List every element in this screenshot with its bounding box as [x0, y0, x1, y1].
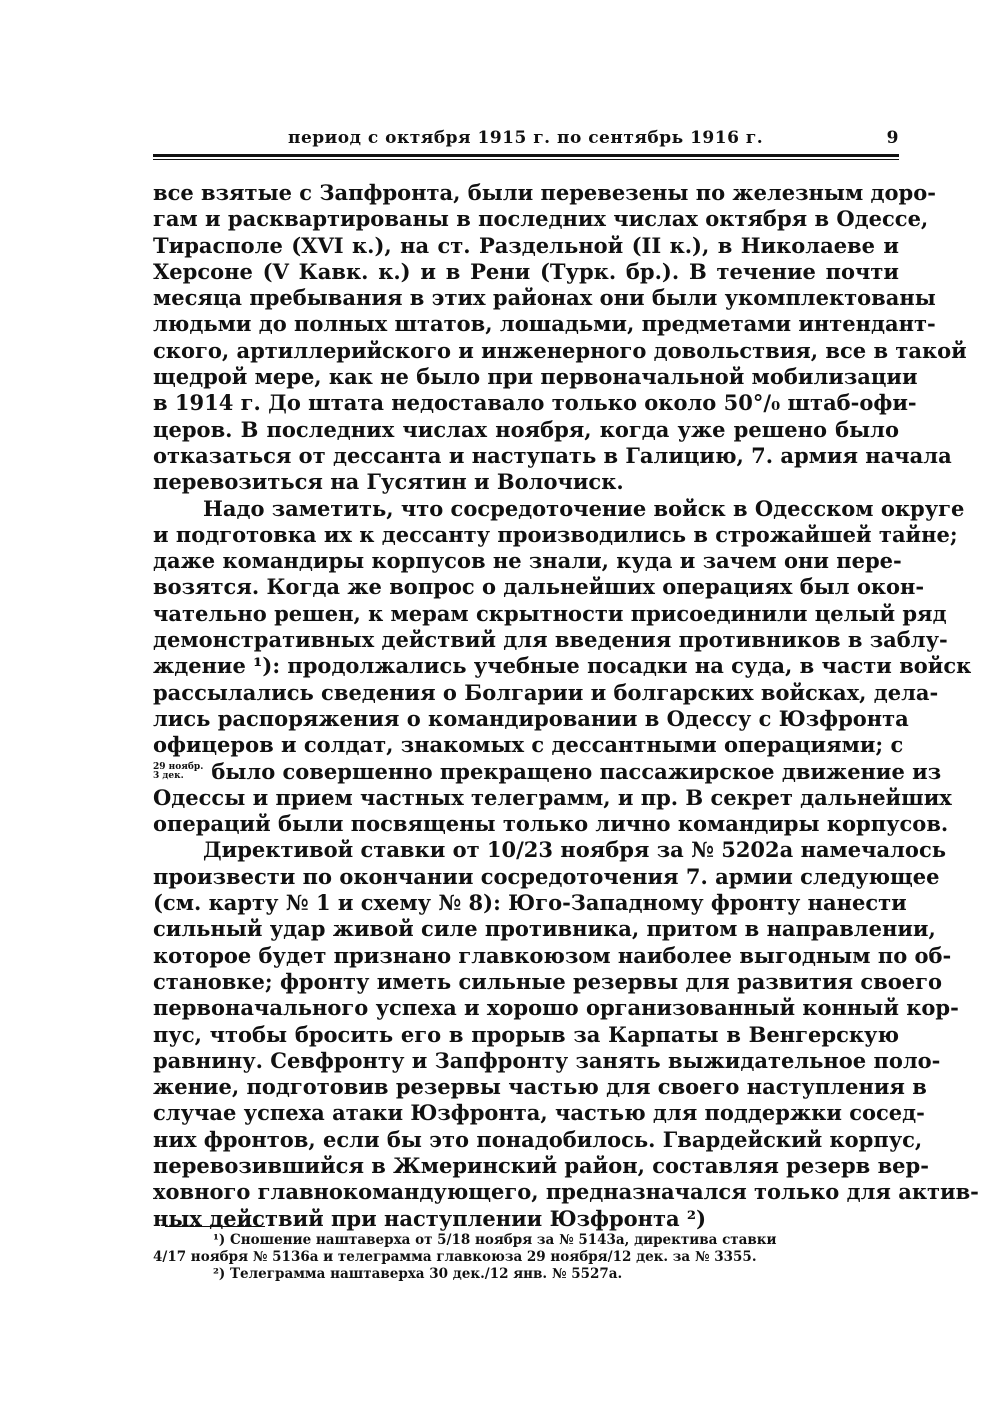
text-line: сильный удар живой силе противника, притом в направлении,	[153, 916, 936, 942]
text-line: Одессы и прием частных телеграмм, и пр. В секрет дальнейших	[153, 784, 952, 810]
text-line: Надо заметить, что сосредоточение войск в Одесском округе	[203, 495, 965, 521]
running-header	[153, 128, 899, 150]
margin-date-note	[153, 763, 203, 781]
text-line: в 1914 г. До штата недоставало только около 50°/₀ штаб-офи-	[153, 390, 917, 416]
text-line: даже командиры корпусов не знали, куда и зачем они пере-	[153, 548, 902, 574]
text-line: которое будет признано главкоюзом наиболее выгодным по об-	[153, 942, 952, 968]
text-line: церов. В последних числах ноября, когда уже решено было	[153, 416, 899, 442]
header-rule	[153, 154, 899, 157]
header-title: период с октября 1915 г. по сентябрь 1916 г.	[288, 128, 764, 148]
text-line: ховного главнокомандующего, предназначался только для актив-	[153, 1179, 979, 1205]
text-line: офицеров и солдат, знакомых с дессантными операциями; с	[153, 732, 904, 758]
text-line: произвести по окончании сосредоточения 7. армии следующее	[153, 863, 940, 889]
text-line: операций были посвящены только лично командиры корпусов.	[153, 811, 949, 837]
text-line: пус, чтобы бросить его в прорыв за Карпаты в Венгерскую	[153, 1021, 899, 1047]
text-line: рассылались сведения о Болгарии и болгарских войсках, дела-	[153, 679, 939, 705]
footnote-rule	[165, 1226, 265, 1227]
page-number: 9	[886, 128, 899, 148]
text-line-with-margin-note	[153, 758, 942, 785]
footnotes	[153, 1232, 903, 1283]
text-line: (см. карту № 1 и схему № 8): Юго-Западному фронту нанести	[153, 890, 907, 916]
text-line: становке; фронту иметь сильные резервы для развития своего	[153, 968, 942, 994]
text-line: гам и расквартированы в последних числах октября в Одессе,	[153, 206, 929, 232]
footnote-line: 4/17 ноября № 5136а и телеграмма главкоюза 29 ноября/12 дек. за № 3355.	[153, 1249, 757, 1265]
text-line: все взятые с Запфронта, были перевезены по железным доро-	[153, 180, 936, 205]
text-line: людьми до полных штатов, лошадьми, предметами интендант-	[153, 311, 936, 337]
text-line: Директивой ставки от 10/23 ноября за № 5202а намечалось	[203, 837, 946, 863]
margin-note-top: 29 ноябр.	[153, 761, 204, 772]
text-line: ных действий при наступлении Юзфронта ²)	[153, 1205, 707, 1231]
text-line: жение, подготовив резервы частью для своего наступления в	[153, 1074, 927, 1100]
footnote-line: ¹) Сношение наштаверха от 5/18 ноября за № 5143а, директива ставки	[213, 1232, 777, 1248]
header-rule-thin	[153, 159, 899, 160]
text-line: них фронтов, если бы это понадобилось. Гвардейский корпус,	[153, 1126, 923, 1152]
text-line: перевозившийся в Жмеринский район, составляя резерв вер-	[153, 1152, 929, 1178]
text-line: возятся. Когда же вопрос о дальнейших операциях был окон-	[153, 574, 925, 600]
text-line: перевозиться на Гусятин и Волочиск.	[153, 469, 624, 495]
text-line: отказаться от дессанта и наступать в Галицию, 7. армия начала	[153, 442, 952, 468]
text-line: случае успеха атаки Юзфронта, частью для поддержки сосед-	[153, 1100, 925, 1126]
text-line: ского, артиллерийского и инженерного довольствия, все в такой	[153, 337, 967, 363]
text-line: и подготовка их к дессанту производились в строжайшей тайне;	[153, 521, 958, 547]
text-line: лись распоряжения о командировании в Одессу с Юзфронта	[153, 705, 909, 731]
margin-note-bottom: 3 дек.	[153, 770, 184, 781]
text-line: равнину. Севфронту и Запфронту занять выжидательное поло-	[153, 1047, 941, 1073]
text-line: щедрой мере, как не было при первоначальной мобилизации	[153, 364, 918, 390]
text-line: месяца пребывания в этих районах они были укомплектованы	[153, 285, 936, 311]
text-line: ждение ¹): продолжались учебные посадки на суда, в части войск	[153, 653, 972, 679]
text-line: Тирасполе (XVI к.), на ст. Раздельной (II к.), в Николаеве и	[153, 232, 899, 258]
body-text	[153, 180, 979, 1232]
text-line: демонстративных действий для введения противников в заблу-	[153, 627, 948, 653]
footnote-line: ²) Телеграмма наштаверха 30 дек./12 янв. № 5527а.	[213, 1266, 623, 1282]
text-line: Херсоне (V Кавк. к.) и в Рени (Турк. бр.). В течение почти	[153, 258, 899, 284]
text-line: чательно решен, к мерам скрытности присоединили целый ряд	[153, 600, 947, 626]
text-line: было совершенно прекращено пассажирское движение из	[211, 758, 942, 784]
text-line: первоначального успеха и хорошо организованный конный кор-	[153, 995, 959, 1021]
